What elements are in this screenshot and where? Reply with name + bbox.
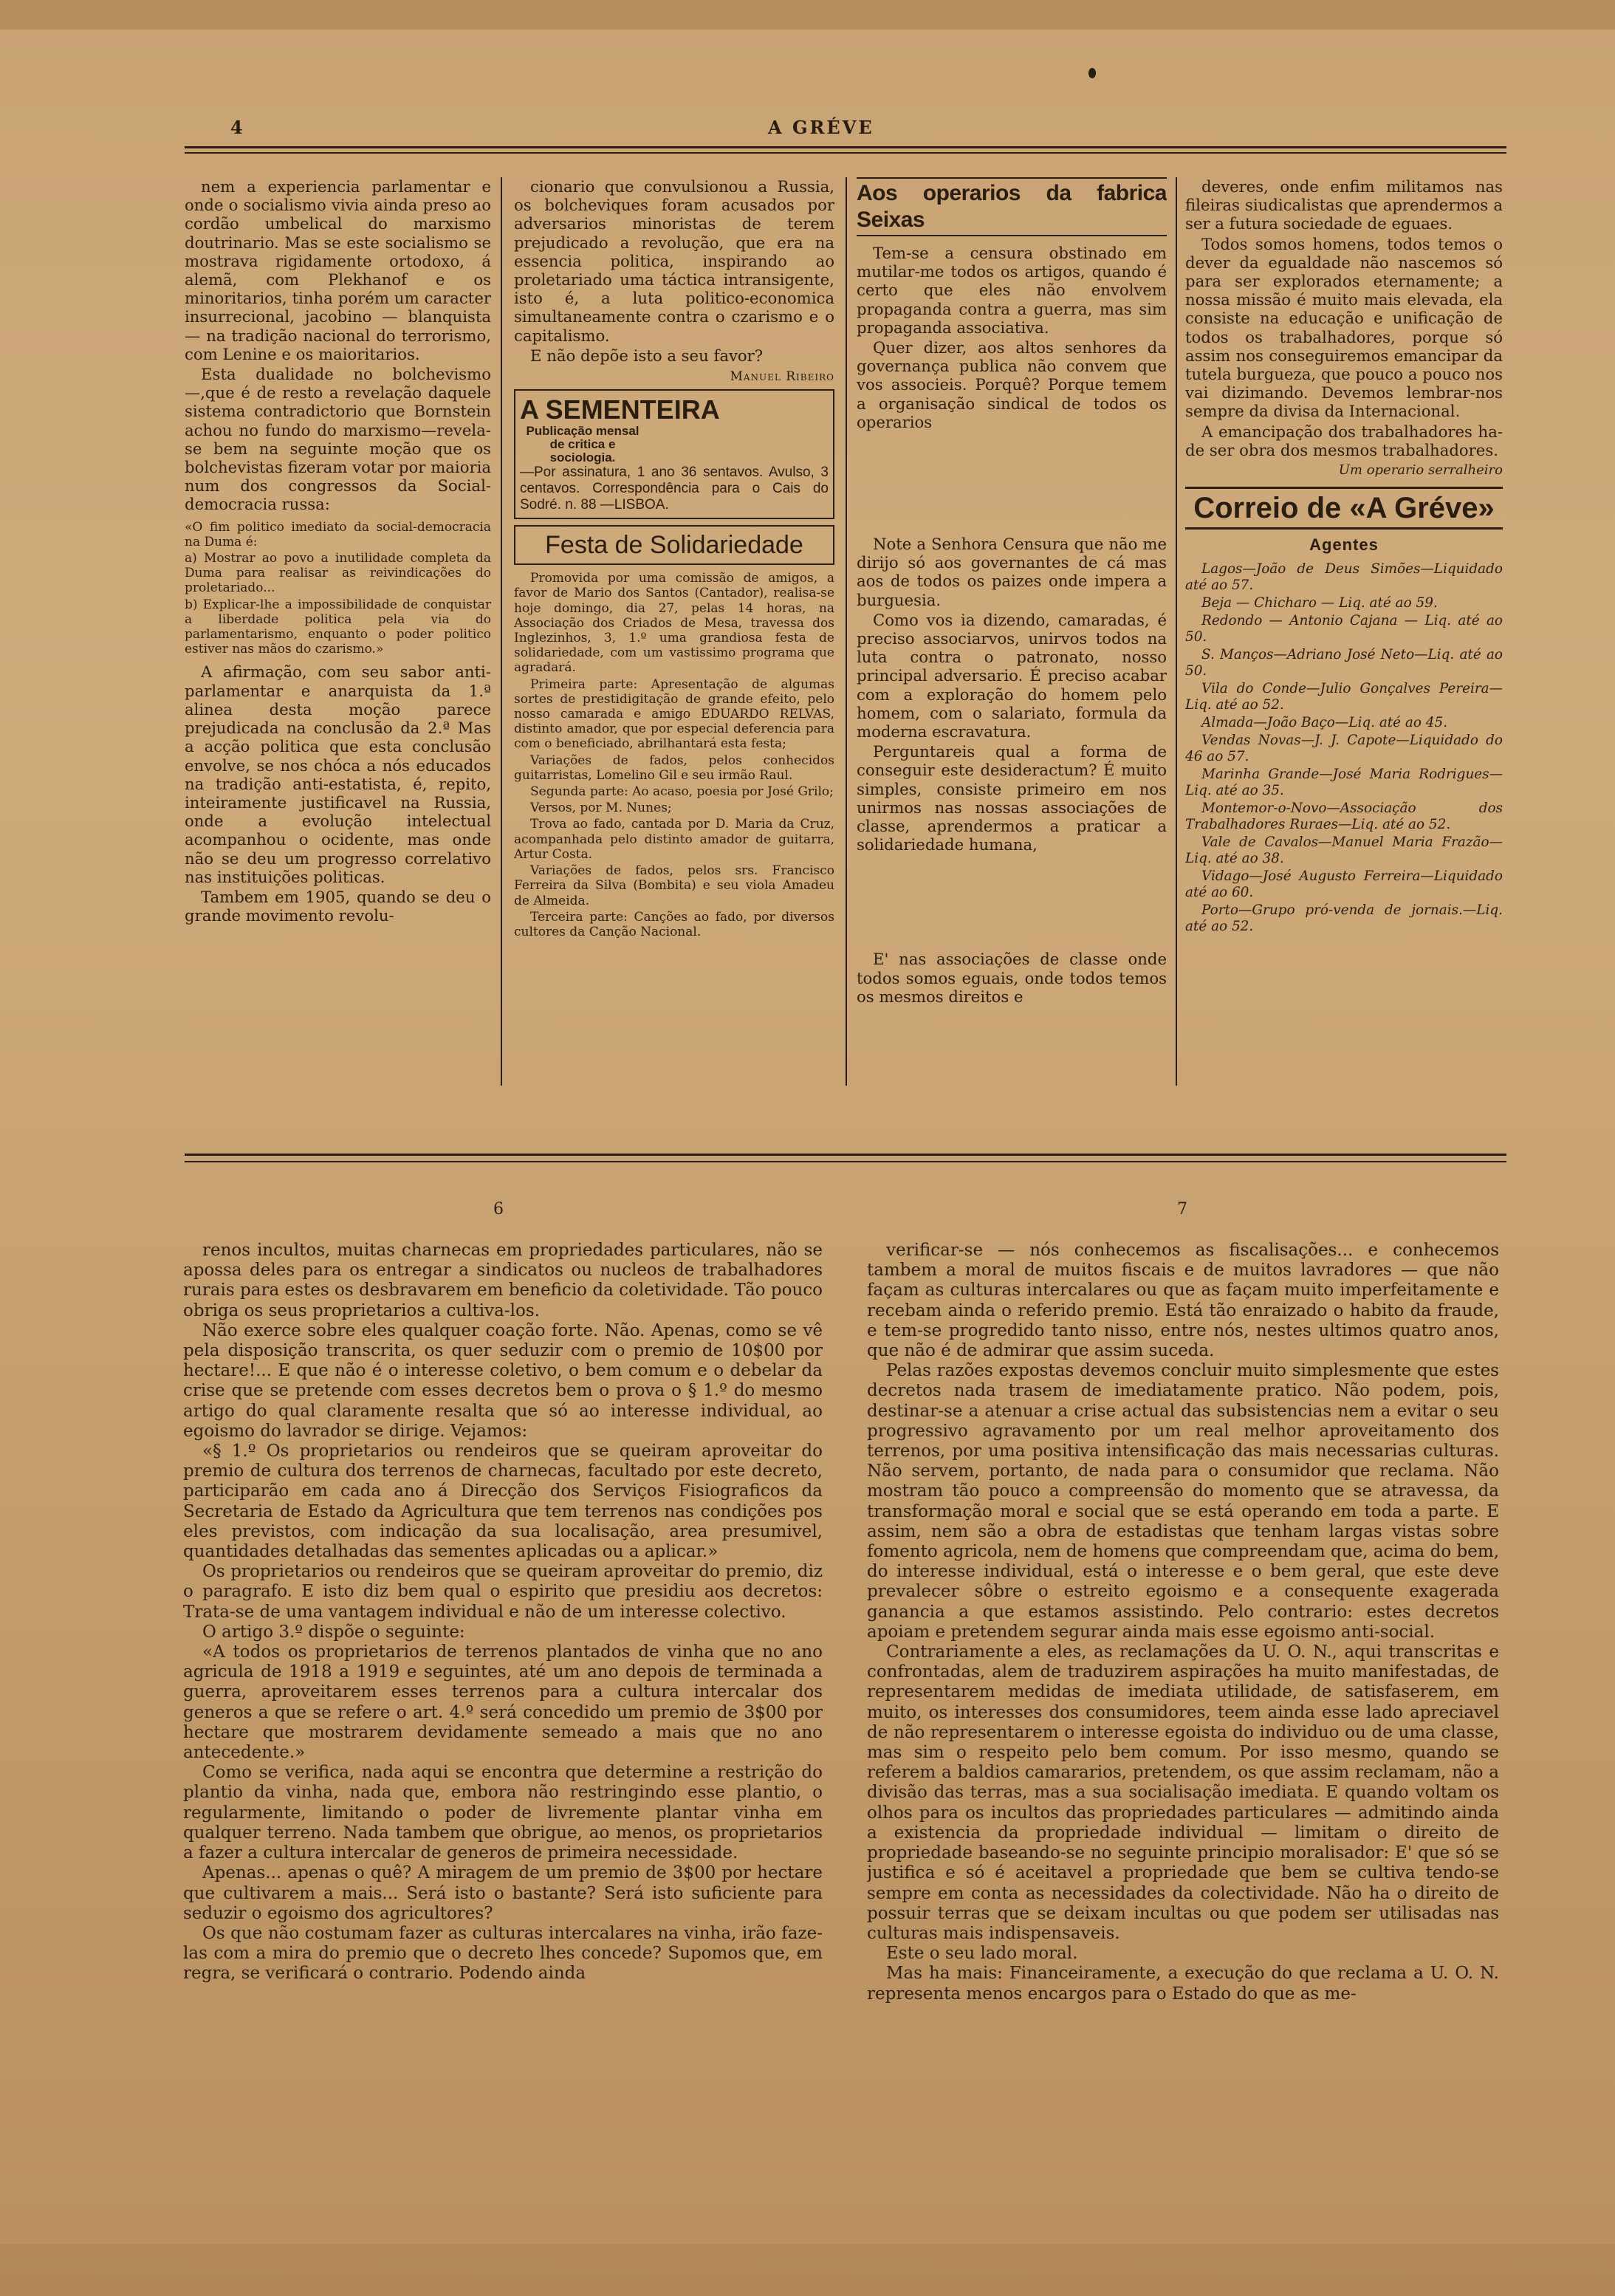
agent-entry: Montemor-o-Novo—Associação dos Trabalhadores Ruraes—Liq. até ao 52.: [1185, 801, 1503, 833]
festa-paragraph: Segunda parte: Ao acaso, poesia por José Grilo;: [530, 784, 834, 800]
festa-paragraph: Trova ao fado, cantada por D. Maria da Cruz, acompanhada pelo distinto amador de guitarra, Artur Costa.: [514, 817, 834, 862]
article-paragraph: renos incultos, muitas charnecas em propriedades particulares, não se apossa deles para os entregar a sindicatos ou nucleos de trabalhadores rurais para estes os desbravarem em beneficio da coletividade. Tão pouco obriga os seus proprietarios a cultiva-los.: [183, 1241, 823, 1320]
article-paragraph: E não depõe isto a seu favor?: [530, 346, 764, 365]
article-paragraph: Esta dualidade no bolchevismo —,que é de resto a revelação daquele sistema contradictorio que Bornstein achou no fundo do marxismo—revela-se bem na seguinte moção que os bolchevistas fizeram votar por maioria num dos congressos da Social-democracia russa:: [185, 365, 491, 514]
article-paragraph: Os proprietarios ou rendeiros que se queiram aproveitar do premio, diz o paragrafo. E isto diz bem qual o espirito que presidiu aos decretos: Trata-se de uma vantagem individual e não de um interesse colectivo.: [183, 1562, 823, 1622]
agent-entry: Beja — Chicharo — Liq. até ao 59.: [1201, 595, 1438, 611]
agent-entry: S. Manços—Adriano José Neto—Liq. até ao 50.: [1185, 647, 1503, 679]
seixas-paragraph: Perguntareis qual a forma de conseguir este desideractum? É muito simples, consiste primeiro em nos unirmos nas nossas associações de classe, aprendermos a praticar a solidariedade humana,: [857, 742, 1167, 854]
agent-entry: Redondo — Antonio Cajana — Liq. até ao 50.: [1185, 613, 1503, 645]
agent-entry: Porto—Grupo pró-venda de jornais.—Liq. até ao 52.: [1185, 902, 1503, 935]
agentes-heading: Agentes: [1309, 535, 1379, 555]
article-paragraph: Todos somos homens, todos temos o dever da egualdade não nascemos só para ser explorados eternamente; a nossa missão é muito mais elevada, ela consiste na educação e unificação de todos os trabalhadores, porque só assim nos conseguiremos emancipar da tutela burgueza, que pouco a pouco nos vai dizimando. Devemos lembrar-nos sempre da divisa da Internacional.: [1185, 234, 1503, 421]
sementeira-details: —Por assinatura, 1 ano 36 sentavos. Avulso, 3 centavos. Correspondência para o Cais do Sodré. n. 88 —LISBOA.: [520, 465, 829, 513]
article-paragraph: Os que não costumam fazer as culturas intercalares na vinha, irão faze-las com a mira do premio que o decreto lhes concede? Supomos que, em regra, se verificará o contrario. Podendo ainda: [183, 1923, 823, 1984]
article-paragraph: Tambem em 1905, quando se deu o grande movimento revolu-: [185, 887, 491, 925]
article-paragraph: Mas ha mais: Financeiramente, a execução do que reclama a U. O. N. representa menos encargos para o Estado do que as me-: [867, 1964, 1499, 2004]
agent-entry: Vidago—José Augusto Ferreira—Liquidado até ao 60.: [1185, 868, 1503, 901]
article-paragraph: Não exerce sobre eles qualquer coação forte. Não. Apenas, como se vê pela disposição transcrita, os quer seduzir com o premio de 10$00 por hectare!... E que não é o interesse coletivo, o bem comum e o debelar da crise que se pretende com esses decretos bem o prova o § 1.º do mesmo artigo do qual claramente resalta que só ao interesse individual, ao egoismo do lavrador se dirige. Vejamos:: [183, 1320, 823, 1441]
quoted-motion: «O fim politico imediato da social-democracia na Duma é:: [185, 519, 491, 549]
quoted-motion: b) Explicar-lhe a impossibilidade de conquistar a liberdade politica pela via do parlamentarismo, enquanto o poder politico estiver nas mãos do czarismo.»: [185, 597, 491, 657]
masthead-title: A GRÉVE: [768, 117, 874, 138]
article-paragraph: «§ 1.º Os proprietarios ou rendeiros que se queiram aproveitar do premio de cultura dos terrenos de charnecas, facultado por este decreto, participarão em cada ano á Direcção dos Serviços Fisiograficos da Secretaria de Estado da Agricultura que tem terrenos nas condições pos eles previstos, com indicação da sua localisação, area presumivel, quantidades detalhadas das sementes aplicadas ou a aplicar.»: [183, 1442, 823, 1562]
page-number-right: 7: [1177, 1200, 1187, 1219]
article-paragraph: A afirmação, com seu sabor anti-parlamentar e anarquista da 1.ª alinea desta moção parece prejudicada na conclusão da 2.ª Mas a acção politica que esta conclusão envolve, se nos chóca a nós educados na tradição anti-estatista, é, repito, inteiramente justificavel na Russia, onde a evolução intelectual acompanhou o ocidente, mas onde não se deu um progresso correlativo nas instituições politicas.: [185, 662, 491, 886]
seixas-paragraph: Tem-se a censura obstinado em mutilar-me todos os artigos, quando é certo que eles não envolvem propaganda contra a guerra, mas sim propaganda associativa.: [857, 244, 1167, 337]
article-paragraph: A emancipação dos trabalhadores ha-de ser obra dos mesmos trabalhadores.: [1185, 422, 1503, 459]
article-paragraph: Como se verifica, nada aqui se encontra que determine a restrição do plantio da vinha, nada que, embora não restringindo esse plantio, o regularmente, limitando o poder de livremente plantar vinha em qualquer terreno. Nada tambem que obrigue, ao menos, os proprietarios a fazer a cultura intercalar de generos de primeira necessidade.: [183, 1763, 823, 1863]
agent-entry: Almada—João Baço—Liq. até ao 45.: [1201, 715, 1448, 731]
page-number-left: 6: [493, 1200, 504, 1219]
correio-title: Correio de «A Gréve»: [1185, 487, 1503, 530]
sementeira-tagline: Publicação mensal de critica e sociologia.: [526, 424, 640, 465]
festa-paragraph: Variações de fados, pelos conhecidos guitarristas, Lomelino Gil e seu irmão Raul.: [514, 753, 834, 783]
header-rule-thin: [185, 152, 1506, 154]
sementeira-title: A SEMENTEIRA: [520, 394, 720, 425]
article-paragraph: «A todos os proprietarios de terrenos plantados de vinha que no ano agricula de 1918 a 1919 e seguintes, até um ano depois de terminada a guerra, aproveitarem esses terrenos para a cultura intercalar dos generos a que se refere o art. 4.º será concedido um premio de 3$00 por hectare que mostrarem devidamente semeado a mais que no ano antecedente.»: [183, 1642, 823, 1763]
article-paragraph: nem a experiencia parlamentar e onde o socialismo vivia ainda preso ao cordão umbelical do marxismo doutrinario. Mas se este socialismo se mostrava rigidamente ortodoxo, á alemã, com Plekhanof e os minoritarios, tinha porém um caracter insurrecional, jacobino — blanquista — na tradição nacional do terrorismo, com Lenine e os maioritarios.: [185, 177, 491, 363]
agent-entry: Vila do Conde—Julio Gonçalves Pereira—Liq. até ao 52.: [1185, 681, 1503, 713]
header-rule: [185, 146, 1506, 148]
column-divider: [1176, 177, 1177, 1086]
festa-paragraph: Terceira parte: Canções ao fado, por diversos cultores da Canção Nacional.: [514, 909, 834, 939]
festa-paragraph: Variações de fados, pelos srs. Francisco Ferreira da Silva (Bombita) e seu viola Amadeu de Almeida.: [514, 863, 834, 908]
agent-entry: Vale de Cavalos—Manuel Maria Frazão—Liq. até ao 38.: [1185, 835, 1503, 867]
agent-entry: Vendas Novas—J. J. Capote—Liquidado do 46 ao 57.: [1185, 733, 1503, 765]
agent-entry: Lagos—João de Deus Simões—Liquidado até ao 57.: [1185, 561, 1503, 594]
article-paragraph: Apenas... apenas o quê? A miragem de um premio de 3$00 por hectare que cultivarem a mais... Será isto o bastante? Será isto suficiente para seduzir o egoismo dos agricultores?: [183, 1863, 823, 1923]
bottom-right-column: [867, 1241, 1499, 2127]
seixas-paragraph: E' nas associações de classe onde todos somos eguais, onde todos temos os mesmos direitos e: [857, 950, 1167, 1006]
signature-manuel-ribeiro: Manuel Ribeiro: [730, 369, 834, 385]
fold-rule-thin: [185, 1161, 1506, 1162]
ink-spot: [1088, 68, 1096, 78]
seixas-paragraph: Note a Senhora Censura que não me dirijo só aos governantes de cá mas aos de todos os paizes onde impera a burguesia.: [857, 535, 1167, 609]
seixas-paragraph: Quer dizer, aos altos senhores da governança publica não convem que vos associeis. Porquê? Porque temem a organisação sindical de todos os operarios: [857, 338, 1167, 431]
article-paragraph: verificar-se — nós conhecemos as fiscalisações... e conhecemos tambem a moral de muitos fiscais e de muitos lavradores — que não façam as culturas intercalares ou que as façam muito imperfeitamente e recebam ainda o referido premio. Está tão enraizado o habito da fraude, e tem-se progredido tanto nisso, entre nós, nestes ultimos quatro anos, que não é de admirar que assim suceda.: [867, 1241, 1499, 1361]
festa-paragraph: Versos, por M. Nunes;: [530, 801, 672, 816]
fold-rule: [185, 1154, 1506, 1156]
agent-entry: Marinha Grande—José Maria Rodrigues—Liq. até ao 35.: [1185, 767, 1503, 799]
column-four: [1185, 177, 1503, 1087]
sementeira-ad: [514, 389, 834, 519]
column-marxism: [185, 177, 491, 1087]
seixas-paragraph: Como vos ia dizendo, camaradas, é preciso associarvos, unirvos todos na luta contra o patronato, nosso principal adversario. É preciso acabar com a exploração do homem pelo homem, com o salariato, formula da moderna escravatura.: [857, 610, 1167, 741]
article-paragraph: cionario que convulsionou a Russia, os bolcheviques foram acusados por adversarios minoristas de terem prejudicado a revolução, que era na essencia politica, inspirando ao proletariado uma táctica intransigente, isto é, a luta politico-economica simultaneamente contra o czarismo e o capitalismo.: [514, 177, 834, 345]
page-number: 4: [230, 117, 243, 138]
festa-paragraph: Promovida por uma comissão de amigos, a favor de Mario dos Santos (Cantador), realisa-se hoje domingo, dia 27, pelas 14 horas, na Associação dos Criados de Mesa, travessa dos Inglezinhos, 3, 1.º uma grandiosa festa de solidariedade, com um vastissimo programa que agradará.: [514, 571, 834, 676]
festa-paragraph: Primeira parte: Apresentação de algumas sortes de prestidigitação de grande efeito, pelo nosso camarada e amigo EDUARDO RELVAS, distinto amador, que por especial deferencia para com o beneficiado, abrilhantará esta festa;: [514, 676, 834, 752]
festa-title: Festa de Solidariedade: [514, 525, 834, 565]
article-paragraph: O artigo 3.º dispõe o seguinte:: [202, 1622, 465, 1642]
signature-serralheiro: Um operario serralheiro: [1338, 462, 1503, 479]
column-divider: [846, 177, 847, 1086]
article-paragraph: Pelas razões expostas devemos concluir muito simplesmente que estes decretos nada trasem de imediatamente pratico. Não podem, pois, destinar-se a atenuar a crise actual das subsistencias nem a evitar o seu progressivo agravamento por um real melhor aproveitamento dos terrenos, por uma positiva intensificação das mais necessarias culturas. Não servem, portanto, de nada para o consumidor que reclama. Não mostram tão pouco a compreensão do momento que se atravessa, da transformação moral e social que se está operando em toda a parte. E assim, nem são a obra de estadistas que tenham largas vistas sobre fomento agricola, nem de homens que compreendam que, acima do bem, do interesse individual, está o interesse e o bem geral, que este deve prevalecer sôbre o estreito egoismo e a consequente exagerada ganancia a que estamos assistindo. Pelo contrario: estes decretos apoiam e pretendem segurar ainda mais esse egoismo anti-social.: [867, 1361, 1499, 1642]
article-paragraph: Contrariamente a eles, as reclamações da U. O. N., aqui transcritas e confrontadas, alem de traduzirem aspirações ha muito manifestadas, de representarem medidas de imediata utilidade, de satisfaserem, em muito, os interesses dos consumidores, teem ainda esse lado apreciavel de não representarem o interesse egoista do individuo ou de uma classe, mas sim o respeito pelo bem comum. Por isso mesmo, quando se referem a baldios camararios, pretendem, os que assim reclamam, não a divisão das terras, mas a sua socialisação imediata. E quando voltam os olhos para os incultos das propriedades particulares — admitindo ainda a existencia da propriedade individual — limitam o direito de propriedade baseando-se no seguinte principio moralisador: E' que só se justifica e só é aceitavel a propriedade que bem se cultiva tendo-se sempre em conta as necessidades da colectividade. Não ha o direito de possuir terras que se deixam incultas ou que podem ser utilisadas nas culturas mais indispensaveis.: [867, 1642, 1499, 1943]
seixas-headline: Aos operarios da fabrica Seixas: [857, 177, 1167, 236]
column-divider: [501, 177, 502, 1086]
quoted-motion: a) Mostrar ao povo a inutilidade completa da Duma para realisar as reivindicações do proletariado...: [185, 551, 491, 596]
article-paragraph: Este o seu lado moral.: [886, 1944, 1078, 1964]
column-seixas: [857, 177, 1167, 1087]
bottom-left-column: [183, 1241, 823, 2127]
article-paragraph: deveres, onde enfim militamos nas fileiras siudicalistas que aprendermos a ser a futura sociedade de eguaes.: [1185, 177, 1503, 233]
column-two: [514, 177, 834, 1087]
